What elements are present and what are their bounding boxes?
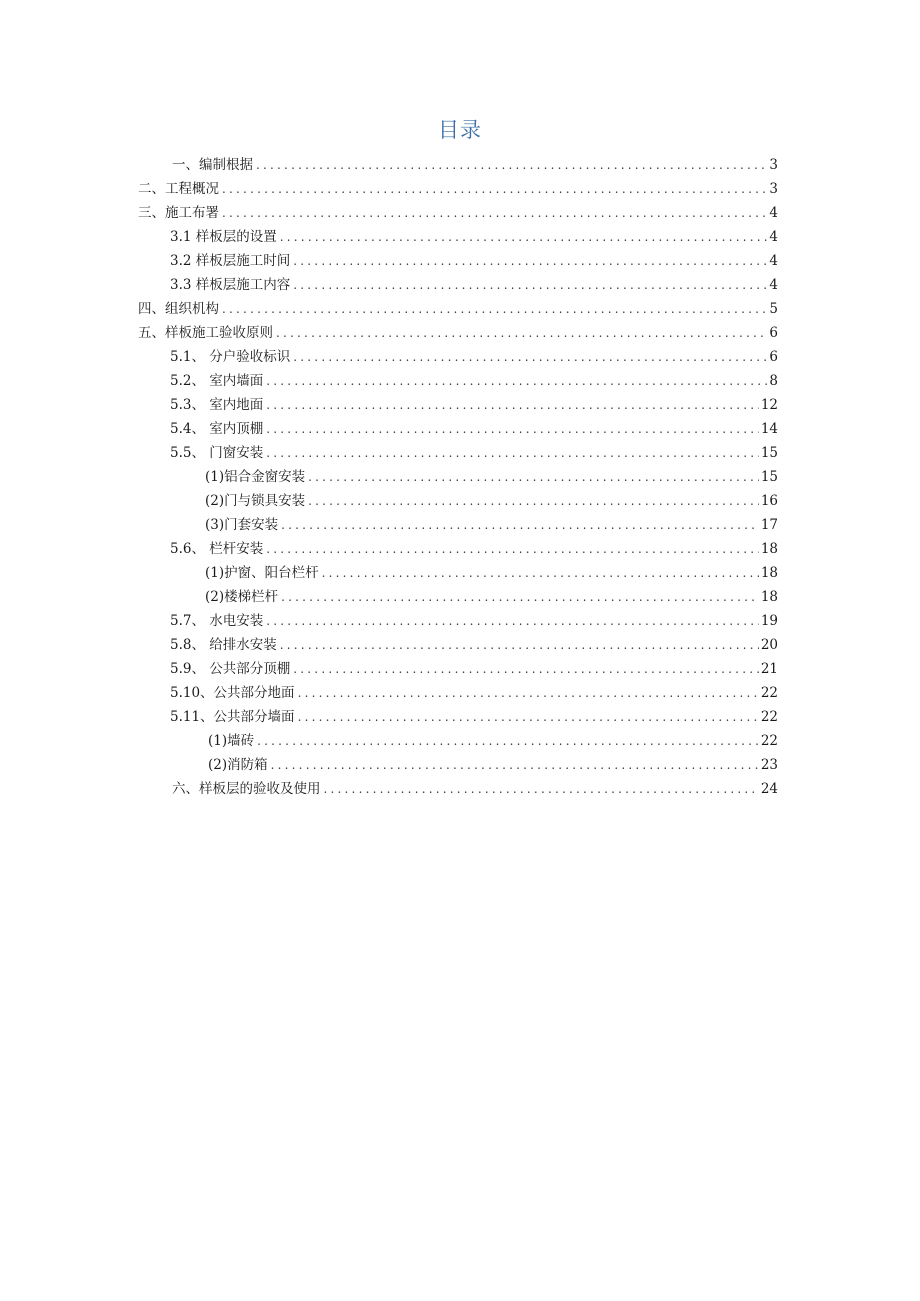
toc-dot-leader: [266, 443, 759, 463]
toc-entry-page-number: 19: [760, 613, 778, 629]
toc-entry-label: 5.4、 室内顶棚: [170, 421, 264, 437]
toc-entry[interactable]: [138, 179, 778, 199]
toc-dot-leader: [298, 707, 759, 727]
toc-entry[interactable]: [205, 491, 778, 511]
toc-entry-page-number: 15: [760, 469, 778, 485]
toc-dot-leader: [293, 659, 759, 679]
toc-entry[interactable]: [138, 203, 778, 223]
toc-entry-label: 5.7、 水电安装: [170, 613, 264, 629]
toc-entry[interactable]: [170, 707, 778, 727]
toc-entry[interactable]: [170, 659, 778, 679]
toc-entry-page-number: 8: [769, 373, 778, 389]
toc-entry-page-number: 14: [760, 421, 778, 437]
toc-entry[interactable]: [208, 731, 778, 751]
toc-entry[interactable]: [205, 563, 778, 583]
toc-entry-page-number: 4: [769, 205, 778, 221]
toc-dot-leader: [308, 491, 759, 511]
toc-dot-leader: [266, 395, 759, 415]
toc-entry-label: 5.2、 室内墙面: [170, 373, 264, 389]
toc-entry-page-number: 18: [760, 565, 778, 581]
toc-dot-leader: [293, 347, 767, 367]
toc-dot-leader: [281, 515, 759, 535]
toc-entry-page-number: 22: [760, 709, 778, 725]
toc-entry-label: 5.1、 分户验收标识: [170, 349, 291, 365]
toc-entry-page-number: 22: [760, 685, 778, 701]
toc-entry-label: 六、样板层的验收及使用: [172, 781, 321, 797]
toc-entry-page-number: 17: [760, 517, 778, 533]
toc-entry-label: 四、组织机构: [138, 301, 219, 317]
toc-entry-page-number: 22: [760, 733, 778, 749]
toc-entry-page-number: 18: [760, 589, 778, 605]
toc-entry[interactable]: [205, 515, 778, 535]
toc-entry-label: 一、编制根据: [172, 157, 253, 173]
toc-entry-page-number: 3: [769, 181, 778, 197]
toc-dot-leader: [322, 563, 759, 583]
toc-entry-page-number: 20: [760, 637, 778, 653]
toc-entry-label: (2)楼梯栏杆: [205, 589, 279, 605]
toc-dot-leader: [280, 227, 768, 247]
toc-entry[interactable]: [172, 155, 778, 175]
toc-dot-leader: [271, 755, 759, 775]
toc-entry-page-number: 12: [760, 397, 778, 413]
toc-entry-label: (1)墙砖: [208, 733, 255, 749]
toc-dot-leader: [222, 299, 767, 319]
toc-entry-label: 三、施工布署: [138, 205, 219, 221]
toc-entry[interactable]: [170, 635, 778, 655]
toc-entry-label: 五、样板施工验收原则: [138, 325, 273, 341]
toc-entry[interactable]: [170, 371, 778, 391]
toc-entry[interactable]: [170, 539, 778, 559]
toc-entry-page-number: 5: [769, 301, 778, 317]
toc-entry-page-number: 15: [760, 445, 778, 461]
toc-entry-page-number: 3: [769, 157, 778, 173]
toc-dot-leader: [257, 731, 759, 751]
toc-entry[interactable]: [170, 395, 778, 415]
toc-entry-page-number: 23: [760, 757, 778, 773]
toc-entry[interactable]: [170, 419, 778, 439]
toc-entry-page-number: 6: [769, 325, 778, 341]
toc-entry[interactable]: [170, 611, 778, 631]
toc-dot-leader: [266, 539, 759, 559]
toc-entry-label: 5.10、公共部分地面: [170, 685, 295, 701]
toc-entry-label: 5.5、 门窗安装: [170, 445, 264, 461]
toc-entry-label: (2)门与锁具安装: [205, 493, 306, 509]
toc-dot-leader: [256, 155, 767, 175]
toc-entry-page-number: 16: [760, 493, 778, 509]
toc-entry-label: 5.6、 栏杆安装: [170, 541, 264, 557]
toc-entry-page-number: 4: [769, 229, 778, 245]
toc-dot-leader: [293, 251, 767, 271]
toc-dot-leader: [276, 323, 767, 343]
toc-dot-leader: [222, 179, 767, 199]
toc-dot-leader: [222, 203, 767, 223]
toc-entry[interactable]: [205, 587, 778, 607]
toc-entry[interactable]: [172, 779, 778, 799]
toc-entry-label: 5.8、 给排水安装: [170, 637, 277, 653]
toc-dot-leader: [280, 635, 759, 655]
toc-entry-label: 3.3 样板层施工内容: [170, 277, 291, 293]
toc-entry-page-number: 24: [760, 781, 778, 797]
toc-entry-label: 3.1 样板层的设置: [170, 229, 277, 245]
toc-title: 目录: [438, 118, 482, 142]
toc-dot-leader: [308, 467, 759, 487]
toc-entry-label: 5.3、 室内地面: [170, 397, 264, 413]
toc-entry[interactable]: [138, 323, 778, 343]
toc-entry-label: 5.9、 公共部分顶棚: [170, 661, 291, 677]
toc-entry-label: 5.11、公共部分墙面: [170, 709, 295, 725]
toc-entry-page-number: 21: [760, 661, 778, 677]
toc-entry[interactable]: [170, 347, 778, 367]
toc-dot-leader: [324, 779, 759, 799]
toc-dot-leader: [266, 611, 759, 631]
toc-dot-leader: [281, 587, 759, 607]
toc-entry[interactable]: [170, 683, 778, 703]
toc-entry-label: (3)门套安装: [205, 517, 279, 533]
toc-entry[interactable]: [138, 299, 778, 319]
toc-entry-page-number: 6: [769, 349, 778, 365]
toc-entry[interactable]: [170, 227, 778, 247]
toc-entry[interactable]: [170, 251, 778, 271]
toc-entry-label: (1)护窗、阳台栏杆: [205, 565, 319, 581]
toc-entry[interactable]: [205, 467, 778, 487]
toc-entry-label: 3.2 样板层施工时间: [170, 253, 291, 269]
toc-dot-leader: [298, 683, 759, 703]
toc-entry[interactable]: [208, 755, 778, 775]
toc-dot-leader: [266, 419, 759, 439]
toc-entry-page-number: 4: [769, 277, 778, 293]
toc-dot-leader: [293, 275, 767, 295]
toc-entry-label: 二、工程概况: [138, 181, 219, 197]
toc-dot-leader: [266, 371, 767, 391]
toc-entry-label: (1)铝合金窗安装: [205, 469, 306, 485]
toc-entry[interactable]: [170, 275, 778, 295]
toc-entry-page-number: 4: [769, 253, 778, 269]
toc-entry[interactable]: [170, 443, 778, 463]
toc-entry-label: (2)消防箱: [208, 757, 268, 773]
toc-entry-page-number: 18: [760, 541, 778, 557]
